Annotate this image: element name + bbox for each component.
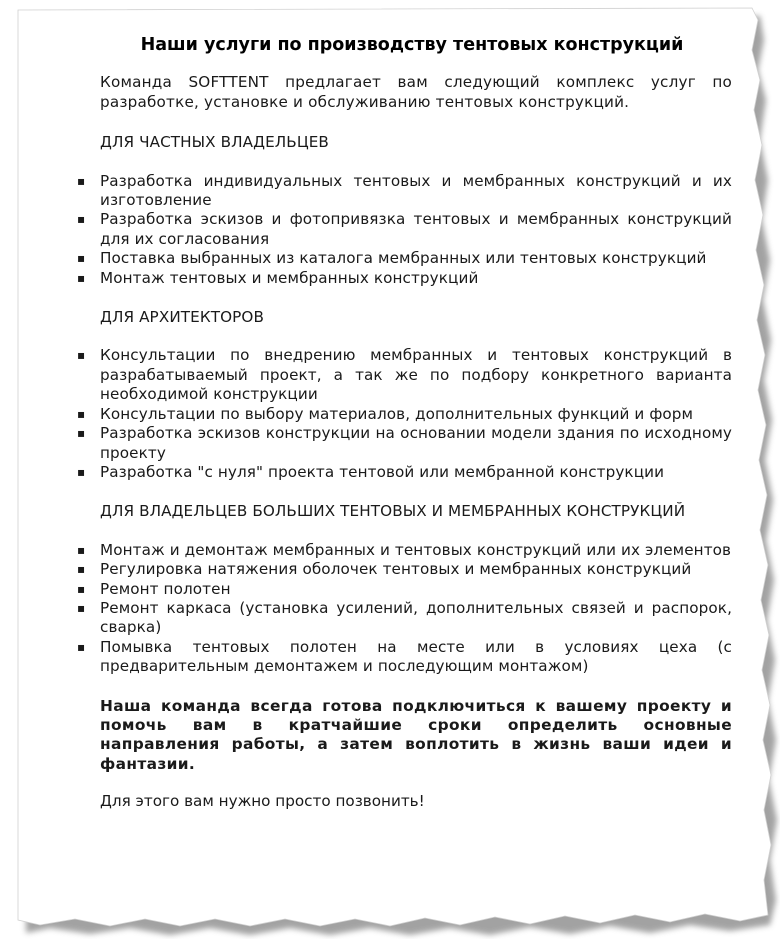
bullet-icon: ▪	[77, 406, 86, 421]
bullet-icon: ▪	[77, 639, 86, 654]
list-architects	[77, 346, 732, 482]
section-heading-architects: ДЛЯ АРХИТЕКТОРОВ	[100, 308, 264, 327]
list-item: ▪ Поставка выбранных из каталога мембранных или тентовых конструкций	[77, 249, 707, 268]
bullet-icon: ▪	[77, 173, 86, 188]
closing-paragraph: Наша команда всегда готова подключиться к вашему проекту и помочь вам в кратчайшие сроки определить основные направления работы, а затем воплотить в жизнь ваши идеи и фантазии.	[100, 696, 732, 773]
list-item: ▪ Монтаж и демонтаж мембранных и тентовых конструкций или их элементов	[77, 540, 732, 559]
bullet-icon: ▪	[77, 464, 86, 479]
bullet-icon: ▪	[77, 600, 86, 615]
document-body	[77, 35, 732, 812]
bullet-icon: ▪	[77, 581, 86, 596]
bullet-icon: ▪	[77, 348, 86, 363]
list-item: ▪ Разработка эскизов конструкции на основании модели здания по исходному проекту	[77, 424, 732, 462]
bullet-icon: ▪	[77, 426, 86, 441]
list-private-owners	[77, 171, 732, 288]
list-item: ▪ Ремонт полотен	[77, 579, 231, 598]
list-item: ▪ Консультации по выбору материалов, дополнительных функций и форм	[77, 404, 694, 423]
list-item: ▪ Ремонт каркаса (установка усилений, дополнительных связей и распорок, сварка)	[77, 598, 732, 637]
bullet-icon: ▪	[77, 270, 86, 285]
list-item: ▪ Разработка эскизов и фотопривязка тентовых и мембранных конструкций для их согласования	[77, 210, 732, 248]
list-large-owners	[77, 540, 732, 677]
list-item: ▪ Разработка "с нуля" проекта тентовой или мембранной конструкции	[77, 462, 665, 481]
bullet-icon: ▪	[77, 542, 86, 557]
section-heading-private-owners: ДЛЯ ЧАСТНЫХ ВЛАДЕЛЬЦЕВ	[100, 133, 329, 152]
page-title: Наши услуги по производству тентовых конструкций	[140, 35, 684, 55]
list-item: ▪ Разработка индивидуальных тентовых и мембранных конструкций и их изготовление	[77, 171, 732, 210]
intro-paragraph: Команда SOFTTENT предлагает вам следующий комплекс услуг по разработке, установке и обслуживанию тентовых конструкций.	[100, 73, 732, 111]
list-item: ▪ Помывка тентовых полотен на месте или в условиях цеха (с предварительным демонтажем и последующим монтажом)	[77, 637, 732, 676]
list-item: ▪ Регулировка натяжения оболочек тентовых и мембранных конструкций	[77, 560, 692, 579]
bullet-icon: ▪	[77, 562, 86, 577]
section-heading-large-owners: ДЛЯ ВЛАДЕЛЬЦЕВ БОЛЬШИХ ТЕНТОВЫХ И МЕМБРАННЫХ КОНСТРУКЦИЙ	[100, 502, 686, 521]
list-item: ▪ Консультации по внедрению мембранных и тентовых конструкций в разрабатываемый проект, а так же по подбору конкретного варианта необходимой конструкции	[77, 346, 732, 404]
final-line: Для этого вам нужно просто позвонить!	[100, 792, 425, 811]
list-item: ▪ Монтаж тентовых и мембранных конструкций	[77, 268, 479, 287]
bullet-icon: ▪	[77, 251, 86, 266]
bullet-icon: ▪	[77, 212, 86, 227]
